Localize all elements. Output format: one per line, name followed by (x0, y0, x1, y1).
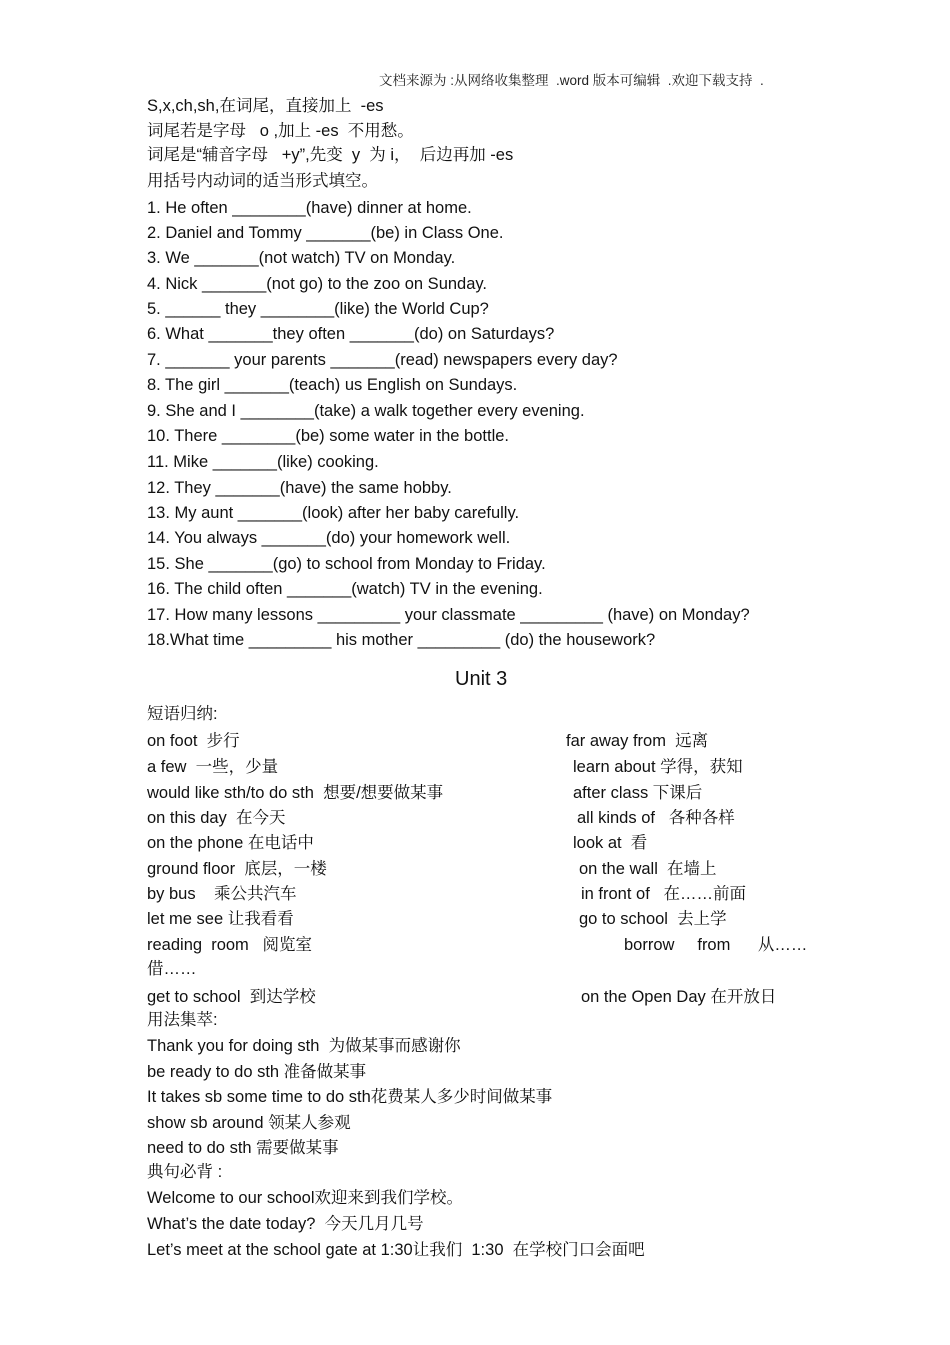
phrase-left: on foot 步行 (147, 732, 240, 750)
exercise-item: 6. What _______they often _______(do) on Saturdays? (147, 325, 555, 343)
phrase-right: all kinds of 各种各样 (577, 809, 735, 827)
exercise-item: 3. We _______(not watch) TV on Monday. (147, 249, 456, 267)
exercise-item: 1. He often ________(have) dinner at home. (147, 199, 472, 217)
source-note: 文档来源为 :从网络收集整理 .word 版本可编辑 .欢迎下载支持 . (379, 73, 764, 88)
exercise-item: 11. Mike _______(like) cooking. (147, 453, 379, 471)
phrases-heading: 短语归纳: (147, 705, 218, 723)
exercise-item: 7. _______ your parents _______(read) newspapers every day? (147, 351, 618, 369)
rule-line: 词尾若是字母 o ,加上 -es 不用愁。 (147, 122, 414, 140)
exercise-item: 4. Nick _______(not go) to the zoo on Sunday. (147, 275, 488, 293)
key-sentence: Let’s meet at the school gate at 1:30让我们 1:30 在学校门口会面吧 (147, 1241, 645, 1259)
phrase-right: look at 看 (573, 834, 648, 852)
usage-item: be ready to do sth 准备做某事 (147, 1063, 367, 1081)
phrase-left: let me see 让我看看 (147, 910, 294, 928)
usage-item: It takes sb some time to do sth花费某人多少时间做某事 (147, 1088, 553, 1106)
sentences-heading: 典句必背 : (147, 1163, 223, 1181)
phrase-right: learn about 学得，获知 (573, 758, 743, 776)
exercise-item: 15. She _______(go) to school from Monday to Friday. (147, 555, 546, 573)
phrase-right: after class 下课后 (573, 784, 703, 802)
phrase-left: get to school 到达学校 (147, 988, 316, 1006)
phrase-left: on the phone 在电话中 (147, 834, 314, 852)
exercise-instruction: 用括号内动词的适当形式填空。 (147, 172, 378, 190)
exercise-item: 14. You always _______(do) your homework well. (147, 529, 511, 547)
usage-item: need to do sth 需要做某事 (147, 1139, 339, 1157)
exercise-item: 10. There ________(be) some water in the bottle. (147, 427, 510, 445)
usage-item: Thank you for doing sth 为做某事而感谢你 (147, 1037, 461, 1055)
exercise-item: 2. Daniel and Tommy _______(be) in Class One. (147, 224, 504, 242)
phrase-left: a few 一些，少量 (147, 758, 279, 776)
phrase-right: far away from 远离 (566, 732, 709, 750)
key-sentence: Welcome to our school欢迎来到我们学校。 (147, 1189, 464, 1207)
phrase-left: reading room 阅览室 (147, 936, 313, 954)
exercise-item: 16. The child often _______(watch) TV in the evening. (147, 580, 543, 598)
exercise-item: 8. The girl _______(teach) us English on Sundays. (147, 376, 518, 394)
rule-line: 词尾是“辅音字母 +y”,先变 y 为 i， 后边再加 -es (147, 146, 514, 164)
exercise-item: 5. ______ they ________(like) the World Cup? (147, 300, 489, 318)
phrase-right: borrow from 从…… (624, 936, 808, 954)
rule-line: S,x,ch,sh,在词尾，直接加上 -es (147, 97, 384, 115)
phrase-left: 借…… (147, 960, 197, 978)
exercise-item: 9. She and I ________(take) a walk together every evening. (147, 402, 585, 420)
exercise-item: 13. My aunt _______(look) after her baby carefully. (147, 504, 520, 522)
usage-item: show sb around 领某人参观 (147, 1114, 351, 1132)
phrase-left: on this day 在今天 (147, 809, 286, 827)
key-sentence: What’s the date today? 今天几月几号 (147, 1215, 424, 1233)
phrase-left: ground floor 底层，一楼 (147, 860, 327, 878)
phrase-right: go to school 去上学 (579, 910, 727, 928)
phrase-left: by bus 乘公共汽车 (147, 885, 297, 903)
usage-heading: 用法集萃: (147, 1011, 218, 1029)
exercise-item: 17. How many lessons _________ your classmate _________ (have) on Monday? (147, 606, 750, 624)
phrase-right: on the Open Day 在开放日 (581, 988, 777, 1006)
exercise-item: 18.What time _________ his mother _________ (do) the housework? (147, 631, 656, 649)
exercise-item: 12. They _______(have) the same hobby. (147, 479, 452, 497)
phrase-left: would like sth/to do sth 想要/想要做某事 (147, 784, 444, 802)
phrase-right: in front of 在……前面 (581, 885, 747, 903)
unit-title: Unit 3 (455, 668, 508, 690)
phrase-right: on the wall 在墙上 (579, 860, 717, 878)
